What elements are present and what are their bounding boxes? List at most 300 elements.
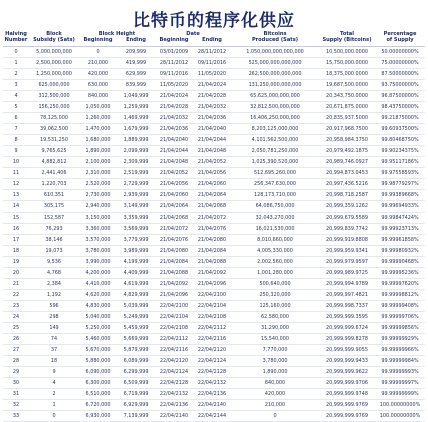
cell-date-beginning: 21/04/2096 [159, 291, 189, 298]
table-row [3, 278, 425, 289]
table-row [3, 300, 425, 311]
cell-total-supply: 20,999,999.9055 [326, 347, 369, 354]
table-row [3, 46, 425, 57]
cell-height-beginning: 630,000 [87, 81, 109, 88]
cell-halving-number: 20 [12, 269, 20, 276]
cell-percentage-of-supply: 99.99694933% [381, 203, 419, 210]
cell-height-ending: 6,299,999 [123, 369, 149, 376]
cell-height-beginning: 4,620,000 [85, 291, 111, 298]
cell-percentage-of-supply: 98.43750000% [381, 104, 419, 111]
cell-bitcoins-produced: 8,010,660,000 [257, 236, 293, 243]
cell-block-subsidy: 149 [49, 325, 59, 331]
table-row [3, 190, 425, 201]
cell-date-beginning: 21/04/2036 [159, 126, 189, 133]
cell-height-beginning: 6,510,000 [85, 391, 111, 398]
cell-height-ending: 3,779,999 [123, 236, 149, 243]
header-bitcoins: Bitcoins [263, 31, 287, 37]
cell-height-ending: 3,989,999 [123, 247, 149, 254]
cell-date-ending: 09/11/2016 [197, 59, 227, 66]
cell-halving-number: 30 [12, 380, 20, 387]
cell-bitcoins-produced: 250,320,000 [259, 291, 291, 298]
cell-halving-number: 12 [12, 181, 20, 188]
cell-halving-number: 25 [12, 325, 20, 331]
cell-halving-number: 5 [14, 104, 18, 111]
cell-total-supply: 20,999,999.8278 [326, 336, 369, 343]
cell-bitcoins-produced: 65,625,000,000,000 [250, 93, 300, 100]
cell-date-beginning: 28/11/2012 [159, 59, 189, 66]
cell-date-beginning: 22/04/2104 [159, 313, 189, 320]
cell-total-supply: 18,375,000.0000 [326, 70, 369, 77]
cell-height-ending: 4,409,999 [123, 269, 149, 276]
cell-block-subsidy: 18 [50, 358, 58, 365]
cell-height-ending: 1,049,999 [123, 93, 149, 100]
table-row [3, 356, 425, 367]
header-row-sub [3, 37, 425, 46]
cell-halving-number: 3 [14, 81, 18, 88]
cell-height-beginning: 3,360,000 [85, 225, 111, 232]
cell-block-subsidy: 39,062,500 [39, 126, 68, 133]
cell-date-beginning: 21/04/2024 [159, 93, 189, 100]
cell-height-beginning: 420,000 [87, 70, 109, 77]
table-row [3, 267, 425, 278]
cell-block-subsidy: 38,146 [45, 236, 63, 243]
cell-total-supply: 20,999,989.9725 [326, 269, 369, 276]
cell-date-beginning: 22/04/2136 [159, 402, 189, 409]
cell-percentage-of-supply: 99.98779297% [381, 181, 419, 188]
cell-total-supply: 20,998,718.2587 [326, 192, 369, 199]
table-row [3, 245, 425, 256]
table-row [3, 378, 425, 389]
cell-total-supply: 20,999,994.9789 [326, 280, 369, 287]
cell-date-beginning: 21/04/2044 [159, 148, 189, 155]
cell-date-ending: 22/04/2144 [197, 413, 227, 420]
cell-block-subsidy: 2,500,000,000 [36, 59, 72, 66]
table-row [3, 389, 425, 400]
cell-date-ending: 21/04/2040 [197, 126, 227, 133]
cell-height-ending: 2,729,999 [123, 181, 149, 188]
cell-percentage-of-supply: 50.00000000% [381, 48, 419, 55]
cell-height-beginning: 2,520,000 [85, 181, 111, 188]
cell-date-ending: 21/04/2032 [197, 104, 227, 111]
cell-height-ending: 209,999 [125, 48, 147, 55]
cell-date-beginning: 21/04/2060 [159, 192, 189, 199]
cell-block-subsidy: 312,500,000 [38, 93, 70, 100]
cell-height-ending: 4,829,999 [123, 291, 149, 298]
header-of-supply: of Supply [386, 37, 414, 44]
cell-total-supply: 20,999,919.8808 [326, 236, 369, 243]
cell-date-ending: 21/04/2084 [197, 247, 227, 254]
cell-height-beginning: 2,940,000 [85, 203, 111, 210]
cell-bitcoins-produced: 32,043,270,000 [255, 214, 295, 221]
cell-height-beginning: 1,050,000 [85, 104, 111, 111]
header-supply: Supply (Bitcoins) [322, 37, 372, 44]
table-row [3, 68, 425, 79]
cell-bitcoins-produced: 128,173,710,000 [254, 192, 297, 199]
cell-halving-number: 21 [12, 280, 20, 287]
cell-halving-number: 6 [14, 115, 18, 122]
table-row [3, 113, 425, 124]
cell-height-ending: 4,199,999 [123, 258, 149, 265]
cell-date-ending: 21/04/2052 [197, 159, 227, 166]
cell-bitcoins-produced: 62,580,000 [261, 313, 290, 320]
cell-date-ending: 21/04/2028 [197, 93, 227, 100]
cell-height-beginning: 4,200,000 [85, 269, 111, 276]
header-percentage: Percentage [383, 31, 417, 37]
cell-total-supply: 20,999,999.9433 [326, 358, 369, 365]
cell-percentage-of-supply: 99.80468750% [381, 137, 419, 144]
cell-bitcoins-produced: 500,640,000 [259, 280, 291, 287]
cell-total-supply: 20,999,997.4821 [326, 291, 369, 298]
cell-height-beginning: 6,300,000 [85, 380, 111, 387]
supply-table [3, 31, 425, 422]
cell-height-beginning: 6,090,000 [85, 369, 111, 376]
cell-halving-number: 31 [12, 391, 20, 398]
cell-height-ending: 1,889,999 [123, 137, 149, 144]
table-row [3, 212, 425, 223]
cell-height-beginning: 2,730,000 [85, 192, 111, 199]
cell-height-beginning: 210,000 [87, 59, 109, 66]
cell-halving-number: 17 [12, 236, 20, 243]
cell-date-ending: 22/04/2100 [197, 291, 227, 298]
cell-block-subsidy: 298 [49, 313, 59, 320]
cell-bitcoins-produced: 4,005,330,000 [257, 247, 293, 254]
cell-height-ending: 6,509,999 [123, 380, 149, 387]
cell-percentage-of-supply: 87.50000000% [381, 70, 419, 77]
cell-date-ending: 22/04/2112 [197, 325, 227, 331]
header-halving: Halving [5, 31, 27, 37]
cell-date-beginning: 03/01/2009 [159, 48, 189, 55]
cell-height-beginning: 5,670,000 [85, 347, 111, 354]
cell-date-ending: 21/04/2024 [197, 81, 227, 88]
cell-date-ending: 21/04/2092 [197, 269, 227, 276]
cell-height-beginning: 1,470,000 [85, 126, 111, 133]
cell-height-ending: 3,149,999 [123, 203, 149, 210]
cell-height-beginning: 5,460,000 [85, 336, 111, 343]
cell-height-ending: 5,249,999 [123, 313, 149, 320]
cell-percentage-of-supply: 99.99999984% [381, 358, 419, 365]
cell-total-supply: 15,750,000.0000 [326, 59, 369, 66]
cell-block-subsidy: 596 [49, 302, 59, 309]
cell-total-supply: 20,989,746.0927 [326, 159, 369, 166]
cell-date-ending: 22/04/2136 [197, 391, 227, 398]
cell-bitcoins-produced: 3,780,000 [262, 358, 288, 365]
cell-percentage-of-supply: 99.90234375% [381, 148, 419, 155]
cell-percentage-of-supply: 99.99990468% [381, 258, 419, 265]
cell-total-supply: 20,999,999.9622 [326, 369, 369, 376]
cell-date-beginning: 21/04/2032 [159, 115, 189, 122]
table-row [3, 124, 425, 135]
cell-date-beginning: 21/04/2064 [159, 203, 189, 210]
cell-percentage-of-supply: 99.99999997% [381, 380, 419, 387]
cell-total-supply: 20,999,998.7337 [326, 302, 369, 309]
cell-height-beginning: 1,890,000 [85, 148, 111, 155]
cell-bitcoins-produced: 1,050,000,000,000,000 [246, 48, 304, 55]
cell-bitcoins-produced: 2,050,781,250,000 [251, 148, 299, 155]
cell-percentage-of-supply: 99.99961858% [381, 236, 419, 243]
header-date-ending: Ending [202, 37, 222, 44]
table-row [3, 345, 425, 356]
cell-total-supply: 20,999,999.9769 [326, 413, 369, 420]
cell-date-ending: 22/04/2132 [197, 380, 227, 387]
cell-halving-number: 19 [12, 258, 20, 265]
cell-percentage-of-supply: 99.99995236% [381, 269, 419, 276]
cell-percentage-of-supply: 99.21875000% [381, 115, 419, 122]
cell-date-ending: 22/04/2140 [197, 402, 227, 409]
cell-height-ending: 1,259,999 [123, 104, 149, 111]
header-total: Total [340, 31, 354, 37]
cell-halving-number: 14 [12, 203, 20, 210]
cell-height-ending: 629,999 [125, 70, 147, 77]
cell-block-subsidy: 78,125,000 [39, 115, 68, 122]
cell-date-ending: 21/04/2096 [197, 280, 227, 287]
page-title: 比特币的程序化供应 [133, 11, 295, 31]
table-row [3, 367, 425, 378]
table-row [3, 79, 425, 90]
cell-height-beginning: 0 [96, 48, 100, 55]
cell-halving-number: 28 [12, 358, 20, 365]
cell-height-ending: 4,619,999 [123, 280, 149, 287]
cell-total-supply: 20,997,436.5216 [326, 181, 369, 188]
cell-bitcoins-produced: 840,000 [264, 380, 286, 387]
cell-block-subsidy: 1,220,703 [41, 181, 67, 188]
cell-bitcoins-produced: 16,021,530,000 [255, 225, 295, 232]
cell-total-supply: 10,500,000.0000 [326, 48, 369, 55]
cell-bitcoins-produced: 1,890,000 [262, 369, 288, 376]
cell-date-beginning: 21/04/2048 [159, 159, 189, 166]
cell-percentage-of-supply: 99.99999408% [381, 302, 419, 309]
cell-height-ending: 5,669,999 [123, 336, 149, 343]
cell-date-ending: 21/04/2088 [197, 258, 227, 265]
cell-percentage-of-supply: 99.99999929% [381, 336, 419, 343]
cell-date-ending: 22/04/2108 [197, 313, 227, 320]
cell-date-ending: 21/04/2064 [197, 192, 227, 199]
cell-date-beginning: 11/05/2020 [159, 81, 189, 88]
cell-height-ending: 3,569,999 [123, 225, 149, 232]
cell-date-beginning: 21/04/2076 [159, 236, 189, 243]
cell-halving-number: 29 [12, 369, 20, 376]
table-row [3, 234, 425, 245]
cell-block-subsidy: 152,587 [43, 214, 65, 221]
cell-total-supply: 19,687,500.0000 [326, 81, 369, 88]
cell-total-supply: 20,999,999.9769 [326, 402, 369, 409]
cell-percentage-of-supply: 96.87500000% [381, 93, 419, 100]
cell-date-beginning: 09/11/2016 [159, 70, 189, 77]
cell-total-supply: 20,999,959.9341 [326, 247, 369, 254]
cell-date-ending: 21/04/2036 [197, 115, 227, 122]
cell-height-ending: 7,139,999 [123, 413, 149, 420]
cell-halving-number: 8 [14, 137, 18, 144]
cell-halving-number: 1 [14, 59, 18, 66]
table-row [3, 91, 425, 102]
cell-height-ending: 1,469,999 [123, 115, 149, 122]
cell-percentage-of-supply: 100.00000000% [379, 402, 421, 409]
table-row [3, 289, 425, 300]
cell-date-beginning: 21/04/2040 [159, 137, 189, 144]
cell-height-ending: 839,999 [125, 81, 147, 88]
cell-height-ending: 3,359,999 [123, 214, 149, 221]
cell-percentage-of-supply: 99.99980932% [381, 247, 419, 254]
cell-date-beginning: 21/04/2072 [159, 225, 189, 232]
cell-block-subsidy: 2 [52, 391, 56, 398]
cell-percentage-of-supply: 99.99389668% [381, 192, 419, 199]
cell-height-beginning: 6,930,000 [85, 413, 111, 420]
cell-date-ending: 21/04/2068 [197, 203, 227, 210]
cell-bitcoins-produced: 256,347,630,000 [254, 181, 297, 188]
table-row [3, 322, 425, 333]
cell-date-beginning: 22/04/2120 [159, 358, 189, 365]
cell-bitcoins-produced: 262,500,000,000,000 [248, 70, 302, 77]
cell-date-ending: 11/05/2020 [197, 70, 227, 77]
cell-block-subsidy: 156,250,000 [38, 104, 70, 111]
cell-date-ending: 21/04/2060 [197, 181, 227, 188]
cell-height-ending: 6,089,999 [123, 358, 149, 365]
cell-bitcoins-produced: 512,695,260,000 [254, 170, 297, 177]
cell-date-beginning: 21/04/2088 [159, 269, 189, 276]
cell-bitcoins-produced: 16,406,250,000,000 [250, 115, 300, 122]
cell-percentage-of-supply: 99.99999706% [381, 313, 419, 320]
cell-block-subsidy: 19,073 [45, 247, 63, 254]
cell-bitcoins-produced: 1,025,390,520,000 [251, 159, 299, 166]
cell-date-beginning: 21/04/2056 [159, 181, 189, 188]
table-row [3, 311, 425, 322]
cell-date-beginning: 22/04/2100 [159, 302, 189, 309]
cell-block-subsidy: 0 [52, 413, 56, 420]
cell-date-beginning: 21/04/2084 [159, 258, 189, 265]
cell-total-supply: 20,979,492.1875 [326, 148, 369, 155]
cell-height-ending: 2,099,999 [123, 148, 149, 155]
table-row [3, 135, 425, 146]
cell-height-beginning: 2,310,000 [85, 170, 111, 177]
cell-date-beginning: 22/04/2116 [159, 347, 189, 354]
cell-bitcoins-produced: 420,000 [264, 391, 286, 398]
cell-date-ending: 21/04/2076 [197, 225, 227, 232]
cell-height-ending: 419,999 [125, 59, 147, 66]
cell-height-ending: 6,929,999 [123, 402, 149, 409]
table-row [3, 256, 425, 267]
cell-height-beginning: 840,000 [87, 93, 109, 100]
cell-total-supply: 20,999,359.1262 [326, 203, 369, 210]
cell-date-beginning: 22/04/2132 [159, 391, 189, 398]
cell-total-supply: 20,958,984.3750 [326, 137, 369, 144]
cell-date-beginning: 21/04/2092 [159, 280, 189, 287]
cell-block-subsidy: 76,293 [45, 225, 63, 232]
cell-block-subsidy: 4 [52, 380, 56, 387]
cell-percentage-of-supply: 93.75000000% [381, 81, 419, 88]
cell-halving-number: 32 [12, 402, 20, 409]
cell-halving-number: 11 [12, 170, 20, 177]
cell-block-subsidy: 2,384 [46, 280, 61, 287]
cell-height-ending: 5,039,999 [123, 302, 149, 309]
cell-bitcoins-produced: 15,540,000 [261, 336, 290, 343]
cell-height-beginning: 3,570,000 [85, 236, 111, 243]
cell-bitcoins-produced: 210,000 [264, 402, 286, 409]
cell-halving-number: 27 [12, 347, 20, 354]
cell-date-beginning: 22/04/2112 [159, 336, 189, 343]
header-date: Date [186, 31, 200, 37]
header-number: Number [4, 37, 28, 44]
cell-height-ending: 2,939,999 [123, 192, 149, 199]
cell-bitcoins-produced: 64,086,750,000 [255, 203, 295, 210]
cell-block-subsidy: 9,765,625 [41, 148, 67, 155]
cell-bitcoins-produced: 8,203,125,000,000 [251, 126, 299, 133]
header-height-ending: Ending [126, 37, 146, 44]
cell-halving-number: 23 [12, 302, 20, 309]
cell-total-supply: 20,999,679.5589 [326, 214, 369, 221]
cell-height-ending: 6,719,999 [123, 391, 149, 398]
cell-height-ending: 5,459,999 [123, 325, 149, 331]
cell-total-supply: 20,917,968.7500 [326, 126, 369, 133]
cell-halving-number: 2 [14, 70, 18, 77]
cell-height-beginning: 5,040,000 [85, 313, 111, 320]
cell-height-beginning: 1,680,000 [85, 137, 111, 144]
cell-bitcoins-produced: 131,250,000,000,000 [248, 81, 302, 88]
header-block-height: Block Height [98, 31, 136, 37]
cell-percentage-of-supply: 100.00000000% [379, 413, 421, 420]
cell-date-beginning: 22/04/2108 [159, 325, 189, 331]
cell-total-supply: 20,835,937.5000 [326, 115, 369, 122]
cell-block-subsidy: 4,768 [46, 269, 61, 276]
cell-date-ending: 21/04/2080 [197, 236, 227, 243]
cell-height-beginning: 6,720,000 [85, 402, 111, 409]
table-body [3, 46, 425, 422]
cell-bitcoins-produced: 1,001,280,000 [257, 269, 293, 276]
cell-total-supply: 20,343,750.0000 [326, 93, 369, 100]
cell-date-ending: 22/04/2116 [197, 336, 227, 343]
table-row [3, 400, 425, 411]
table-row [3, 57, 425, 68]
table-row [3, 223, 425, 234]
cell-date-beginning: 21/04/2052 [159, 170, 189, 177]
cell-date-beginning: 22/04/2128 [159, 380, 189, 387]
cell-halving-number: 0 [14, 48, 18, 55]
cell-bitcoins-produced: 31,290,000 [261, 325, 290, 331]
cell-halving-number: 22 [12, 291, 20, 298]
cell-total-supply: 20,999,999.9706 [326, 380, 369, 387]
cell-date-ending: 21/04/2072 [197, 214, 227, 221]
cell-percentage-of-supply: 99.99999856% [381, 325, 419, 331]
cell-halving-number: 4 [14, 93, 18, 100]
cell-percentage-of-supply: 99.97558593% [381, 170, 419, 177]
cell-percentage-of-supply: 99.60937500% [381, 126, 419, 133]
cell-block-subsidy: 19,531,250 [39, 137, 68, 144]
cell-date-ending: 28/11/2012 [197, 48, 227, 55]
table-row [3, 102, 425, 113]
cell-percentage-of-supply: 99.99923713% [381, 225, 419, 232]
cell-date-ending: 21/04/2044 [197, 137, 227, 144]
cell-date-ending: 22/04/2128 [197, 369, 227, 376]
cell-block-subsidy: 9 [52, 369, 56, 376]
cell-date-beginning: 21/04/2028 [159, 104, 189, 111]
cell-block-subsidy: 610,351 [43, 192, 65, 199]
cell-block-subsidy: 1,192 [46, 291, 61, 298]
table-row [3, 334, 425, 345]
cell-percentage-of-supply: 99.99997620% [381, 280, 419, 287]
cell-bitcoins-produced: 125,160,000 [259, 302, 291, 309]
cell-percentage-of-supply: 75.00000000% [381, 59, 419, 66]
cell-block-subsidy: 625,000,000 [38, 81, 70, 88]
cell-height-beginning: 3,150,000 [85, 214, 111, 221]
cell-height-beginning: 3,780,000 [85, 247, 111, 254]
cell-date-beginning: 21/04/2080 [159, 247, 189, 254]
cell-date-ending: 22/04/2124 [197, 358, 227, 365]
cell-total-supply: 20,999,999.9748 [326, 391, 369, 398]
cell-height-ending: 5,879,999 [123, 347, 149, 354]
cell-percentage-of-supply: 99.95117186% [381, 159, 419, 166]
cell-percentage-of-supply: 99.99998812% [381, 291, 419, 298]
table-row [3, 411, 425, 422]
cell-halving-number: 9 [14, 148, 18, 155]
cell-halving-number: 16 [12, 225, 20, 232]
